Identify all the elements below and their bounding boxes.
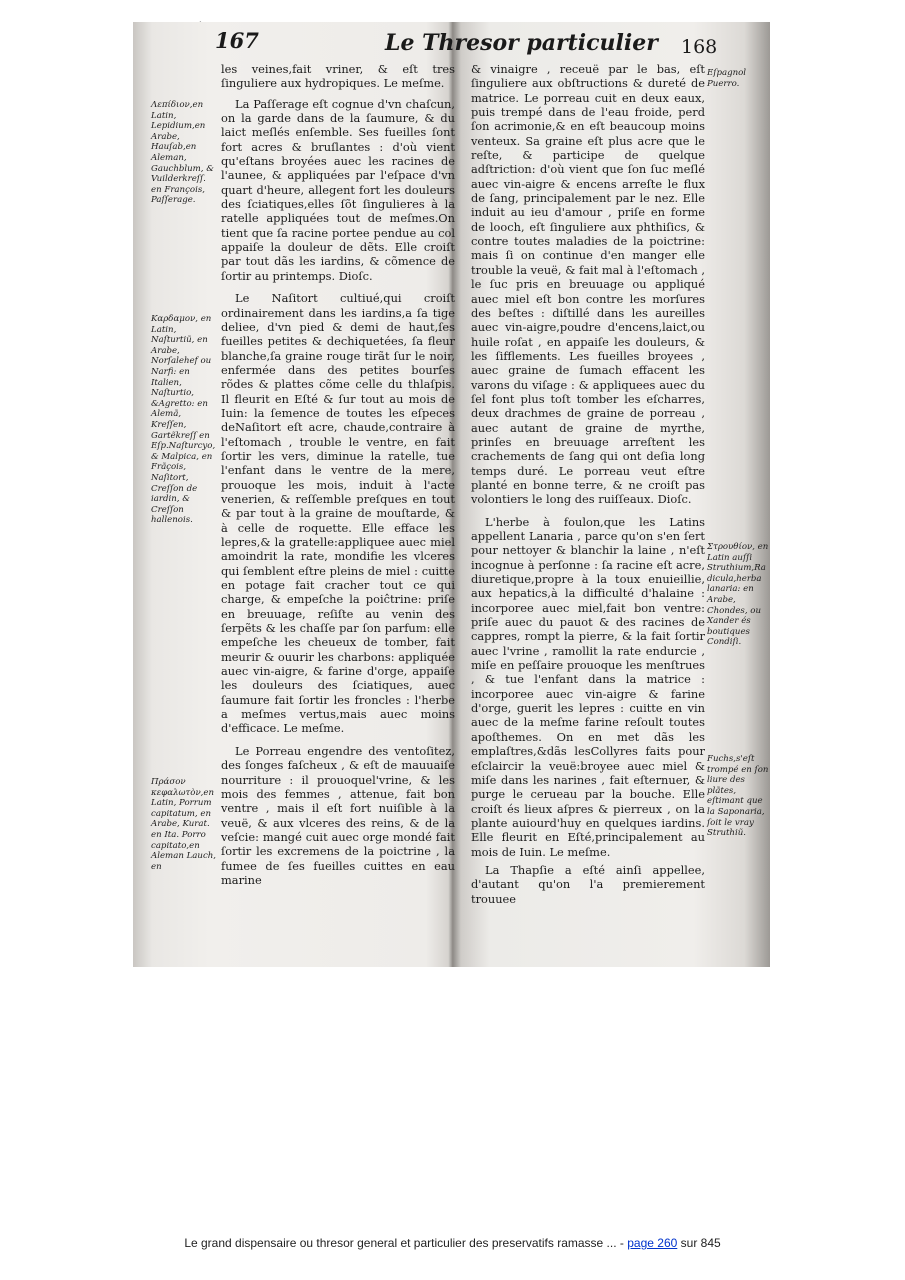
paragraph-porreau-cont: & vinaigre , receuë par le bas, eſt ſinguliere aux obſtructions & dureté de matrice. Le porreau cuit en deux eaux, puis trempé dans de l'eau froide, perd ſon acrimonie,& en eſt beaucoup moins venteux. Sa graine eſt plus acre que le reſte, & participe de quelque adſtriction: d'où vient que ſon ſuc meſlé auec vin-aigre & encens arreſte le flux de ſang, principalement par le nez. Elle induit au ieu d'amour , priſe en forme de looch, eſt ſinguliere aux phthiſics, & contre toutes maladies de la poictrine: mais ſi on continue d'en manger elle trouble la veuë, & fait mal à l'eſtomach , le ſuc pris en breuuage ou appliqué auec miel eſt bon contre les morſures des beſtes : diſtillé dans les aureilles auec vin-aigre,poudre d'encens,laict,ou huile roſat , en appaiſe les douleurs, & les ſifflements. Les fueilles broyees , auec graine de ſumach effacent les varons du viſage : & appliquees auec du ſel font plus toſt tomber les eſcharres, deux drachmes de graine de porreau , auec autant de graine de myrthe, prinſes en breuuage arreſtent les crachements de ſang qui ont deſia long temps duré. Le porreau veut eſtre planté en bonne terre, & ne croiſt pas volontiers le long des ruiſſeaux. Dioſc. (471, 62, 705, 507)
margin-note-text: Eſpagnol Puerro. (707, 68, 747, 89)
footer-document-title: Le grand dispensaire ou thresor general et particulier des preservatifs ramasse ... - (184, 1236, 624, 1250)
paragraph-porreau: Le Porreau engendre des ventoſitez, des ſonges faſcheux , & eſt de mauuaiſe nourriture : il prouoquel'vrine, & les mois des femmes , attenue, fait bon ventre , mais il eſt fort nuiſible à la veuë, & aux vlceres des reins, & de la veſcie: mangé cuit auec orge mondé fait ſortir les excremens de la poictrine , la fumee de ſes fueilles cuittes en eau marine (221, 743, 455, 887)
margin-note-passerage (151, 100, 219, 206)
margin-note-text: Στρουθίον, en Latin auſſi Struthium,Radicula,herba lanaria: en Arabe, Chondes, ou Xander és boutiques Condiſi. (707, 542, 769, 648)
margin-note-fuchs (707, 754, 769, 839)
margin-note-text: Πράσον κεφαλωτὸν,en Latin, Porrum capitatum, en Arabe, Kurat. en Ita. Porro capitato,en Aleman Lauch, en (151, 777, 217, 872)
paragraph-passerage: La Paſſerage eſt cognue d'vn chaſcun, on la garde dans de la ſaumure, & du laict meſlés enſemble. Ses fueilles ſont fort acres & bruſlantes : d'où vient qu'eſtans broyées auec les racines de l'aunee, & appliquées par l'eſpace d'vn quart d'heure, allegent fort les douleurs des ſciatiques,elles ſõt ſingulieres à la ratelle appliquées tout de meſmes.On tient que ſa racine portee pendue au col appaiſe la douleur de dẽts. Elle croiſt par tout dãs les iardins, & cõmence de ſortir au printemps. Dioſc. (221, 96, 455, 283)
margin-note-nasitort (151, 314, 219, 526)
left-column (221, 62, 455, 887)
paragraph-lanaria: L'herbe à foulon,que les Latins appellent Lanaria , parce qu'on s'en ſert pour nettoyer & blanchir la laine , n'eſt incognue à perſonne : ſa racine eſt acre, diuretique,propre à la toux enuieillie, aux hepatics,à la difficulté d'halaine : incorporee auec miel,fait bon ventre: priſe auec du pauot & des racines de cappres, rompt la pierre, & la fait ſortir auec l'vrine , ramollit la rate endurcie , miſe en peſſaire prouoque les menſtrues , & tue l'enfant dans la matrice : incorporee auec vin-aigre & farine d'orge, guerit les lepres : cuitte en vin auec de la meſme farine reſoult toutes apoſthemes. On en met dãs les emplaſtres,&dãs lesCollyres faits pour eſclaircir la veuë:broyee auec miel & miſe dans les narines , fait eſternuer, & purge le cerueau par la bouche. Elle croiſt és lieux aſpres & pierreux , on la plante auiourd'huy en quelques iardins. Elle fleurit en Eſté,principalement au mois de Iuin. Le meſme. (471, 514, 705, 859)
margin-note-porreau (151, 777, 219, 872)
margin-note-lanaria (707, 542, 769, 648)
margin-note-text: Καρδαμον, en Latin, Naſturtiũ, en Arabe, Norſalehef ou Narfi: en Italien, Naſturtio, &Agretto: en Alemã, Kreſſen, Gartẽkreſſ en Eſp.Naſturcyo, & Malpica, en Frãçois, Naſitort, Creſſon de iardin, & Creſſon hallenois. (151, 314, 216, 526)
paragraph: les veines,fait vriner, & eſt tres ſinguliere aux hydropiques. Le meſme. (221, 62, 455, 91)
margin-note-text: Λεπίδιον,en Latin, Lepidium,en Arabe, Hauſab,en Aleman, Gauchblum, & Vuilderkreſſ. en François, Paſſerage. (151, 100, 214, 206)
scanned-page (133, 22, 770, 967)
running-title: Le Thresor particulier (385, 30, 658, 56)
page-link[interactable]: page 260 (627, 1236, 678, 1250)
paragraph-nasitort: Le Naſitort cultiué,qui croiſt ordinairement dans les iardins,a ſa tige deliee, d'vn pied & demi de haut,ſes fueilles petites & dechiquetées, ſa fleur blanche,ſa graine rouge tirãt ſur le noir, enfermée dans des petites bourſes rõdes & plattes cõme celle du thlaſpis. Il fleurit en Eſté & ſur tout au mois de Iuin: la ſemence de toutes les eſpeces deNaſitort eſt acre, chaude,contraire à l'eſtomach , trouble le ventre, en fait ſortir les vers, diminue la ratelle, tue l'enfant dans le ventre de la mere, prouoque les mois, induit à l'acte venerien, & reſſemble preſques en tout & par tout à la graine de mouſtarde, & à celle de roquette. Elle efface les lepres,& la gratelle:appliquee auec miel amoindrit la rate, mondifie les vlceres qui ſemblent eſtre pleins de miel : cuitte en potage fait cracher tout ce qui charge, & empeſche la poiĉtrine: priſe en breuuage, reſiſte au venin des ſerpẽts & les chaſſe par ſon parfum: elle empeſche les cheueux de tomber, fait meurir & ouurir les charbons: appliquée auec vin-aigre, & farine d'orge, appaiſe les douleurs des ſciatiques, auec ſaumure fait ſortir les froncles : l'herbe a meſmes vertus,mais auec moins d'efficace. Le meſme. (221, 291, 455, 736)
document-footer (0, 1236, 905, 1250)
right-column (471, 62, 705, 906)
paragraph-thapsie: La Thapſie a eſté ainſi appellee, d'autant qu'on l'a premierement trouuee (471, 862, 705, 906)
left-page-number: 167 (215, 28, 259, 53)
margin-note-espagnol (707, 68, 769, 89)
right-page-number: 168 (681, 36, 718, 58)
margin-note-text: Fuchs,s'eſt trompé en ſon liure des plãtes, eſtimant que la Saponaria, ſoit le vray Struthiũ. (707, 754, 769, 839)
footer-page-total: sur 845 (680, 1236, 721, 1250)
